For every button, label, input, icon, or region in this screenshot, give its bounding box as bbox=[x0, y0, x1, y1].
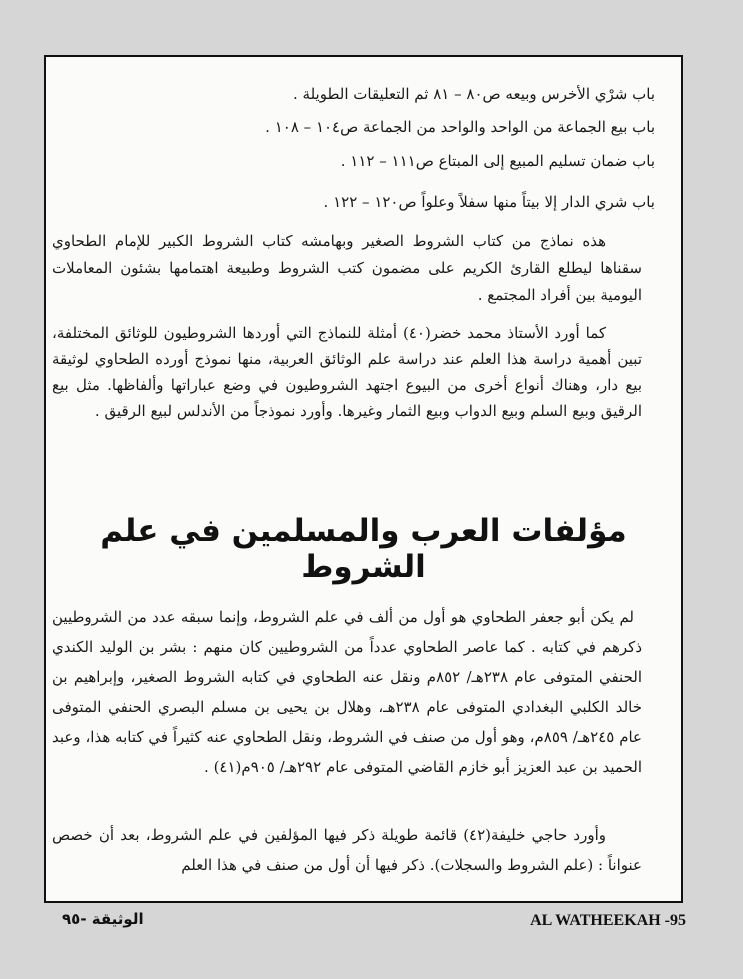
list-item-4: باب شري الدار إلا بيتاً منها سفلاً وعلواً ص١٢٠ – ١٢٢ . bbox=[323, 193, 655, 211]
section-heading: مؤلفات العرب والمسلمين في علم الشروط bbox=[100, 513, 627, 585]
list-item-3: باب ضمان تسليم المبيع إلى المبتاع ص١١١ – ١١٢ . bbox=[340, 152, 655, 170]
paragraph-3 bbox=[52, 602, 642, 782]
paragraph-1 bbox=[52, 228, 642, 309]
paragraph-4 bbox=[52, 820, 642, 880]
list-item-2: باب بيع الجماعة من الواحد والواحد من الجماعة ص١٠٤ – ١٠٨ . bbox=[265, 118, 655, 136]
paragraph-2-text: كما أورد الأستاذ محمد خضر(٤٠) أمثلة للنماذج التي أوردها الشروطيون للوثائق المختلفة، تبين أهمية دراسة هذا العلم عند دراسة علم الوثائق العربية، منها نموذج أورده الطحاوي لوثيقة بيع دار، وهناك أنواع أخرى من البيوع اجتهد الشروطيون في وضع عباراتها وألفاظها. مثل بيع الرقيق وبيع السلم وبيع الدواب وبيع الثمار وغيرها. وأورد نموذجاً من الأندلس لبيع الرقيق . bbox=[52, 324, 642, 420]
footer-english: AL WATHEEKAH -95 bbox=[530, 912, 686, 929]
list-item-1: باب شرْي الأخرس وبيعه ص٨٠ – ٨١ ثم التعليقات الطويلة . bbox=[292, 85, 655, 103]
paragraph-2 bbox=[52, 320, 642, 424]
paragraph-4-text: وأورد حاجي خليفة(٤٢) قائمة طويلة ذكر فيها المؤلفين في علم الشروط، بعد أن خصص عنواناً : (علم الشروط والسجلات). ذكر فيها أن أول من صنف في هذا العلم bbox=[52, 826, 642, 874]
paragraph-1-text: هذه نماذج من كتاب الشروط الصغير وبهامشه كتاب الشروط الكبير للإمام الطحاوي سقناها ليطلع القارئ الكريم على مضمون كتب الشروط وطبيعة اهتمامها بشئون المعاملات اليومية بين أفراد المجتمع . bbox=[52, 232, 642, 304]
paragraph-3-text: لم يكن أبو جعفر الطحاوي هو أول من ألف في علم الشروط، وإنما سبقه عدد من الشروطيين ذكرهم في كتابه . كما عاصر الطحاوي عدداً من الشروطيين كان منهم : بشر بن الوليد الكندي الحنفي المتوفى عام ٢٣٨هـ/ ٨٥٢م ونقل عنه الطحاوي في كتابه الشروط الصغير، وإبراهيم بن خالد الكلبي البغدادي المتوفى عام ٢٣٨هـ، وهلال بن يحيى بن مسلم البصري الحنفي المتوفى عام ٢٤٥هـ/ ٨٥٩م، وهو أول من صنف في الشروط، ونقل الطحاوي عنه كثيراً في كتابه هذا، وعبد الحميد بن عبد العزيز أبو خازم القاضي المتوفى عام ٢٩٢هـ/ ٩٠٥م(٤١) . bbox=[52, 608, 642, 776]
footer-arabic: الوثيقة -٩٥ bbox=[62, 910, 144, 928]
